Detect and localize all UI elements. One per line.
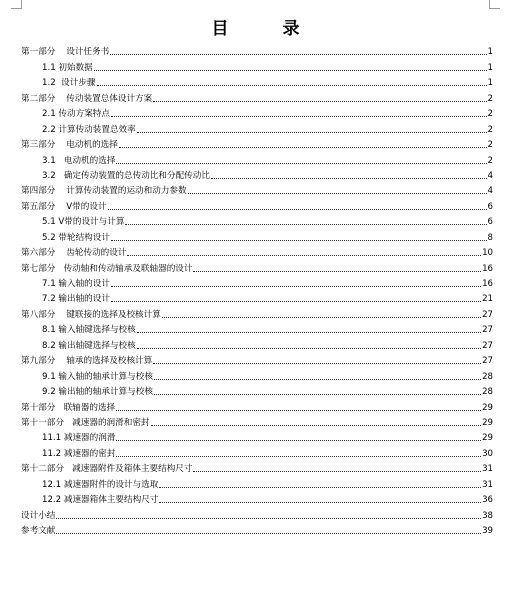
- toc-page-number: 16: [482, 279, 493, 289]
- dot-leader: [193, 470, 481, 472]
- toc-entry-text: 7.1 输入轴的设计: [42, 279, 110, 289]
- toc-entry-text: 8.2 输出轴键选择与校核: [42, 340, 136, 351]
- toc-entry[interactable]: [21, 459, 493, 474]
- dot-leader: [111, 285, 481, 287]
- toc-page-number: 6: [487, 217, 493, 228]
- toc-subentry[interactable]: [21, 335, 493, 350]
- dot-leader: [137, 131, 487, 133]
- toc-subentry[interactable]: [21, 150, 493, 165]
- dot-leader: [97, 84, 487, 86]
- toc-entry-text: 11.2 减速器的密封: [42, 448, 116, 459]
- dot-leader: [110, 53, 486, 55]
- dot-leader: [125, 223, 486, 225]
- toc-entry[interactable]: [21, 397, 493, 412]
- dot-leader: [154, 378, 481, 380]
- dot-leader: [151, 424, 482, 426]
- toc-entry-text: 第三部分 电动机的选择: [21, 140, 118, 151]
- toc-entry-text: 第十部分 联轴器的选择: [21, 402, 116, 413]
- toc-page-number: 39: [482, 526, 493, 536]
- toc-entry-text: 设计小结: [21, 510, 56, 521]
- toc-entry-text: 第七部分 传动轴和传动轴承及联轴器的设计: [21, 263, 193, 274]
- toc-entry[interactable]: [21, 505, 493, 520]
- dot-leader: [56, 532, 481, 534]
- toc-page-number: 1: [487, 78, 493, 89]
- dot-leader: [162, 316, 481, 318]
- toc-subentry[interactable]: [21, 320, 493, 335]
- toc-entry-text: 12.1 减速器附件的设计与选取: [42, 479, 159, 490]
- toc-subentry[interactable]: [21, 104, 493, 119]
- toc-page-number: 38: [482, 510, 493, 521]
- toc-page-number: 1: [487, 47, 493, 58]
- toc-entry-text: 12.2 减速器箱体主要结构尺寸: [42, 495, 159, 506]
- toc-page-number: 30: [482, 448, 493, 459]
- toc-entry[interactable]: [21, 181, 493, 196]
- dot-leader: [108, 208, 487, 210]
- toc-entry-text: 第九部分 轴承的选择及校核计算: [21, 356, 153, 367]
- toc-subentry[interactable]: [21, 73, 493, 88]
- toc-entry-text: 第五部分 V带的设计: [21, 201, 107, 212]
- toc-entry[interactable]: [21, 42, 493, 57]
- toc-subentry[interactable]: [21, 212, 493, 227]
- toc-entry[interactable]: [21, 351, 493, 366]
- toc-subentry[interactable]: [21, 289, 493, 304]
- dot-leader: [137, 331, 481, 333]
- dot-leader: [127, 254, 481, 256]
- toc-entry[interactable]: [21, 304, 493, 319]
- dot-leader: [153, 100, 486, 102]
- toc-entry[interactable]: [21, 88, 493, 103]
- dot-leader: [111, 115, 487, 117]
- toc-title: 目 录: [211, 19, 324, 39]
- toc-page-number: 21: [482, 294, 493, 305]
- toc-entry-text: 9.1 输入轴的轴承计算与校核: [42, 371, 153, 382]
- toc-page-number: 2: [487, 155, 493, 166]
- toc-entry-text: 1.1 初始数据: [42, 62, 93, 73]
- toc-entry-text: 第六部分 齿轮传动的设计: [21, 248, 127, 259]
- toc-entry[interactable]: [21, 196, 493, 211]
- toc-entry-text: 第四部分 计算传动装置的运动和动力参数: [21, 186, 187, 197]
- toc-subentry[interactable]: [21, 119, 493, 134]
- toc-page-number: 28: [482, 371, 493, 382]
- toc-page-number: 36: [482, 495, 493, 506]
- toc-entry-text: 2.1 传动方案特点: [42, 109, 110, 120]
- dot-leader: [111, 239, 487, 241]
- toc-entry-text: 3.2 确定传动装置的总传动比和分配传动比: [42, 170, 210, 181]
- toc-entry-text: 第八部分 键联接的选择及校核计算: [21, 309, 161, 320]
- toc-entry-text: 5.1 V带的设计与计算: [42, 217, 125, 228]
- toc-entry[interactable]: [21, 135, 493, 150]
- toc-page-number: 28: [482, 387, 493, 398]
- toc-subentry[interactable]: [21, 166, 493, 181]
- toc-subentry[interactable]: [21, 227, 493, 242]
- dot-leader: [56, 517, 481, 519]
- toc-page-number: 16: [482, 263, 493, 274]
- toc-entry-text: 第一部分 设计任务书: [21, 47, 110, 58]
- toc-page-number: 29: [482, 417, 493, 428]
- toc-entry-text: 3.1 电动机的选择: [42, 155, 116, 166]
- toc-page-number: 2: [487, 93, 493, 104]
- toc-entry[interactable]: [21, 243, 493, 258]
- toc-entry[interactable]: [21, 258, 493, 273]
- toc-subentry[interactable]: [21, 443, 493, 458]
- toc-subentry[interactable]: [21, 366, 493, 381]
- table-of-contents: [21, 42, 493, 536]
- toc-entry-text: 9.2 输出轴的轴承计算与校核: [42, 387, 153, 398]
- toc-page-number: 31: [482, 479, 493, 490]
- dot-leader: [116, 409, 481, 411]
- dot-leader: [137, 347, 481, 349]
- toc-page-number: 10: [482, 248, 493, 259]
- toc-page-number: 27: [482, 309, 493, 320]
- toc-subentry[interactable]: [21, 428, 493, 443]
- toc-entry-text: 1.2 设计步骤: [42, 78, 96, 89]
- toc-page-number: 2: [487, 140, 493, 151]
- toc-subentry[interactable]: [21, 490, 493, 505]
- page-corner-mark-left: [11, 0, 22, 9]
- toc-page-number: 2: [487, 109, 493, 120]
- toc-entry-text: 第十二部分 减速器附件及箱体主要结构尺寸: [21, 464, 193, 475]
- dot-leader: [111, 300, 481, 302]
- toc-page-number: 2: [487, 124, 493, 135]
- toc-page-number: 4: [487, 186, 493, 197]
- toc-entry-text: 2.2 计算传动装置总效率: [42, 124, 136, 135]
- dot-leader: [193, 270, 481, 272]
- dot-leader: [159, 486, 481, 488]
- dot-leader: [94, 69, 487, 71]
- toc-entry[interactable]: [21, 413, 493, 428]
- dot-leader: [154, 393, 481, 395]
- toc-page-number: 27: [482, 325, 493, 336]
- toc-page-number: 31: [482, 464, 493, 475]
- toc-entry-text: 第十一部分 减速器的润滑和密封: [21, 417, 150, 428]
- toc-subentry[interactable]: [21, 474, 493, 489]
- dot-leader: [116, 162, 486, 164]
- toc-entry-text: 7.2 输出轴的设计: [42, 294, 110, 305]
- dot-leader: [188, 192, 487, 194]
- dot-leader: [119, 146, 487, 148]
- toc-entry-text: 11.1 减速器的润滑: [42, 433, 116, 444]
- toc-page-number: 8: [487, 232, 493, 243]
- dot-leader: [211, 177, 487, 179]
- dot-leader: [159, 501, 481, 503]
- dot-leader: [116, 439, 481, 441]
- toc-page-number: 27: [482, 340, 493, 351]
- dot-leader: [116, 455, 481, 457]
- toc-page-number: 4: [487, 170, 493, 181]
- toc-page-number: 1: [487, 62, 493, 73]
- toc-entry[interactable]: [21, 521, 493, 536]
- page-corner-mark-right: [489, 0, 500, 9]
- dot-leader: [153, 362, 481, 364]
- toc-entry-text: 8.1 输入轴键选择与校核: [42, 325, 136, 336]
- toc-page-number: 29: [482, 433, 493, 444]
- toc-page-number: 29: [482, 402, 493, 413]
- toc-entry-text: 参考文献: [21, 526, 56, 536]
- toc-subentry[interactable]: [21, 57, 493, 72]
- toc-page-number: 6: [487, 201, 493, 212]
- toc-entry-text: 第二部分 传动装置总体设计方案: [21, 93, 153, 104]
- toc-subentry[interactable]: [21, 382, 493, 397]
- toc-entry-text: 5.2 带轮结构设计: [42, 232, 110, 243]
- toc-subentry[interactable]: [21, 274, 493, 289]
- toc-page-number: 27: [482, 356, 493, 367]
